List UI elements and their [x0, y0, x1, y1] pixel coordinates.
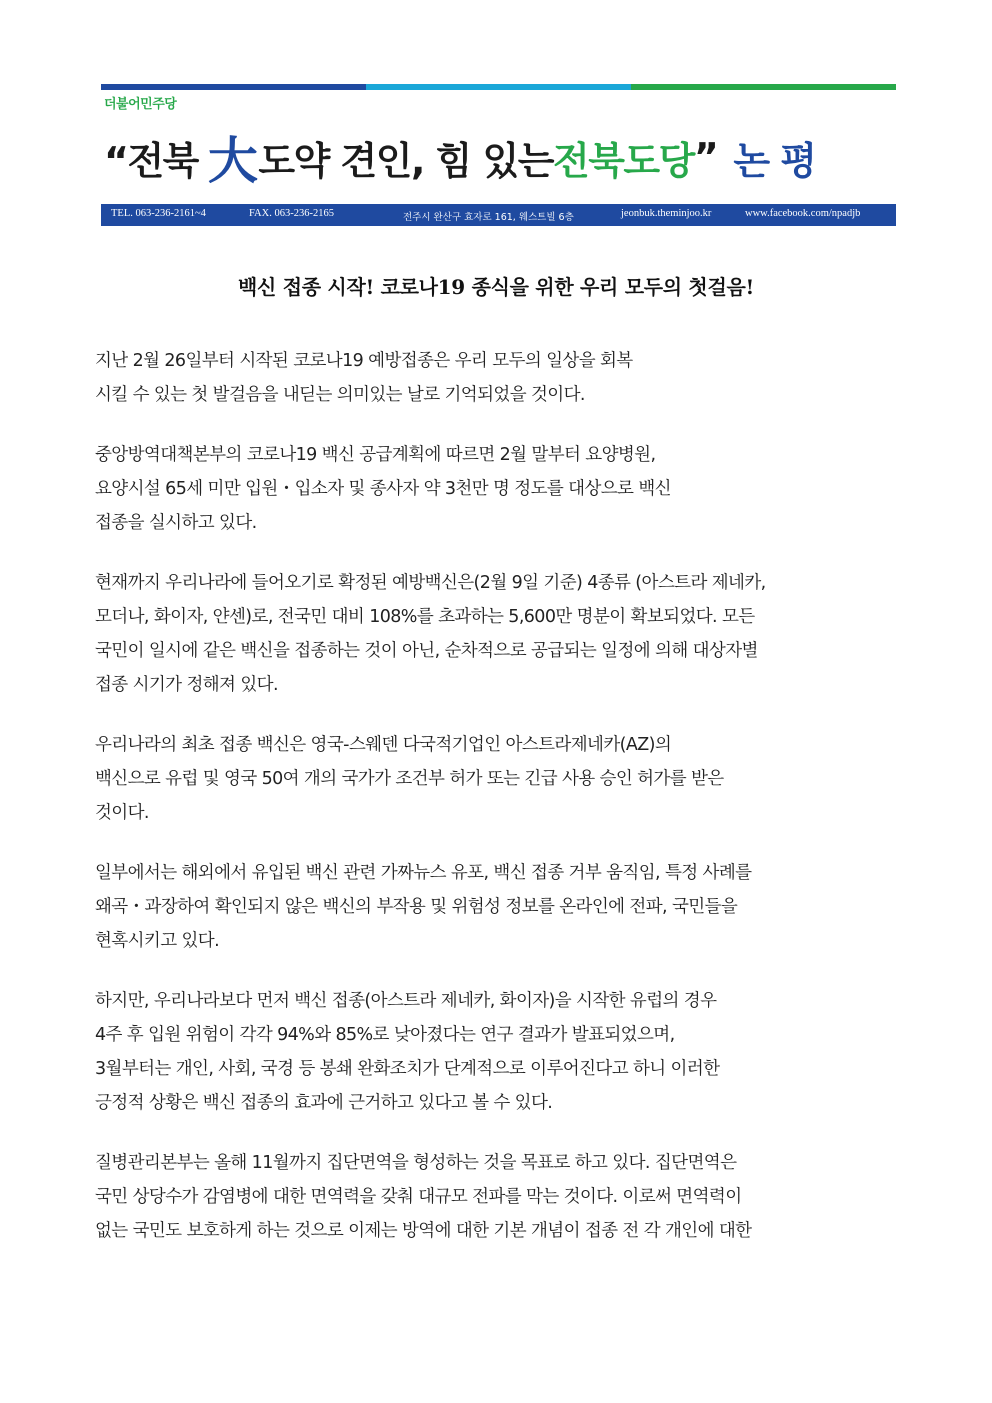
- paragraph-line: 왜곡・과장하여 확인되지 않은 백신의 부작용 및 위험성 정보를 온라인에 전파, 국민들을: [95, 897, 738, 917]
- headline-big-char: 大: [207, 132, 257, 190]
- party-logo-text: 더불어민주당: [104, 97, 177, 112]
- paragraph-line: 접종 시기가 정해져 있다.: [95, 675, 278, 695]
- paragraph-line: 시킬 수 있는 첫 발걸음을 내딛는 의미있는 날로 기억되었을 것이다.: [95, 385, 585, 405]
- paragraph-line: 일부에서는 해외에서 유입된 백신 관련 가짜뉴스 유포, 백신 접종 거부 움직임, 특정 사례를: [95, 863, 752, 883]
- paragraph-line: 중앙방역대책본부의 코로나19 백신 공급계획에 따르면 2월 말부터 요양병원,: [95, 445, 656, 465]
- paragraph: [95, 566, 890, 702]
- paragraph-line: 하지만, 우리나라보다 먼저 백신 접종(아스트라 제네카, 화이자)을 시작한 유럽의 경우: [95, 991, 717, 1011]
- paragraph-line: 모더나, 화이자, 얀센)로, 전국민 대비 108%를 초과하는 5,600만 명분이 확보되었다. 모든: [95, 607, 755, 627]
- paragraph-line: 국민이 일시에 같은 백신을 접종하는 것이 아닌, 순차적으로 공급되는 일정에 의해 대상자별: [95, 641, 758, 661]
- contact-address: 전주시 완산구 효자로 161, 웨스트빌 6층: [403, 212, 574, 223]
- header-bar-green: [631, 84, 896, 90]
- paragraph-line: 3월부터는 개인, 사회, 국경 등 봉쇄 완화조치가 단계적으로 이루어진다고 하니 이러한: [95, 1059, 720, 1079]
- header-color-bar: [101, 84, 896, 90]
- paragraph: [95, 856, 890, 958]
- headline-label: 논 평: [733, 138, 816, 183]
- contact-facebook: www.facebook.com/npadjb: [745, 208, 861, 219]
- paragraph-line: 국민 상당수가 감염병에 대한 면역력을 갖춰 대규모 전파를 막는 것이다. 이로써 면역력이: [95, 1187, 742, 1207]
- document-title: 백신 접종 시작! 코로나19 종식을 위한 우리 모두의 첫걸음!: [238, 275, 754, 299]
- paragraph-line: 접종을 실시하고 있다.: [95, 513, 257, 533]
- headline-middle: 도약 견인, 힘 있는: [258, 138, 553, 183]
- paragraph: [95, 438, 890, 540]
- paragraph-line: 현혹시키고 있다.: [95, 931, 220, 951]
- paragraph-line: 요양시설 65세 미만 입원・입소자 및 종사자 약 3천만 명 정도를 대상으로 백신: [95, 479, 671, 499]
- contact-website: jeonbuk.theminjoo.kr: [621, 208, 712, 219]
- paragraph-line: 긍정적 상황은 백신 접종의 효과에 근거하고 있다고 볼 수 있다.: [95, 1093, 553, 1113]
- header-bar-navy: [101, 84, 366, 90]
- contact-fax: FAX. 063-236-2165: [249, 208, 334, 219]
- paragraph: [95, 1146, 890, 1248]
- header-bar-cyan: [366, 84, 631, 90]
- paragraph: [95, 984, 890, 1120]
- paragraph-line: 질병관리본부는 올해 11월까지 집단면역을 형성하는 것을 목표로 하고 있다. 집단면역은: [95, 1153, 737, 1173]
- paragraph: [95, 344, 890, 412]
- paragraph: [95, 728, 890, 830]
- paragraph-line: 우리나라의 최초 접종 백신은 영국-스웨덴 다국적기업인 아스트라제네카(AZ)의: [95, 735, 672, 755]
- paragraph-line: 백신으로 유럽 및 영국 50여 개의 국가가 조건부 허가 또는 긴급 사용 승인 허가를 받은: [95, 769, 724, 789]
- contact-bar: [101, 204, 896, 226]
- headline-close: ”: [693, 135, 718, 179]
- paragraph-line: 4주 후 입원 위험이 각각 94%와 85%로 낮아졌다는 연구 결과가 발표되었으며,: [95, 1025, 675, 1045]
- headline-open: “전북: [104, 138, 198, 183]
- paragraph-line: 없는 국민도 보호하게 하는 것으로 이제는 방역에 대한 기본 개념이 접종 전 각 개인에 대한: [95, 1221, 752, 1241]
- paragraph-line: 현재까지 우리나라에 들어오기로 확정된 예방백신은(2월 9일 기준) 4종류 (아스트라 제네카,: [95, 573, 766, 593]
- contact-tel: TEL. 063-236-2161~4: [111, 208, 206, 219]
- document-body: [95, 344, 890, 1274]
- headline-green: 전북도당: [553, 138, 694, 183]
- paragraph-line: 것이다.: [95, 803, 149, 823]
- header-headline: [104, 122, 896, 192]
- paragraph-line: 지난 2월 26일부터 시작된 코로나19 예방접종은 우리 모두의 일상을 회복: [95, 351, 633, 371]
